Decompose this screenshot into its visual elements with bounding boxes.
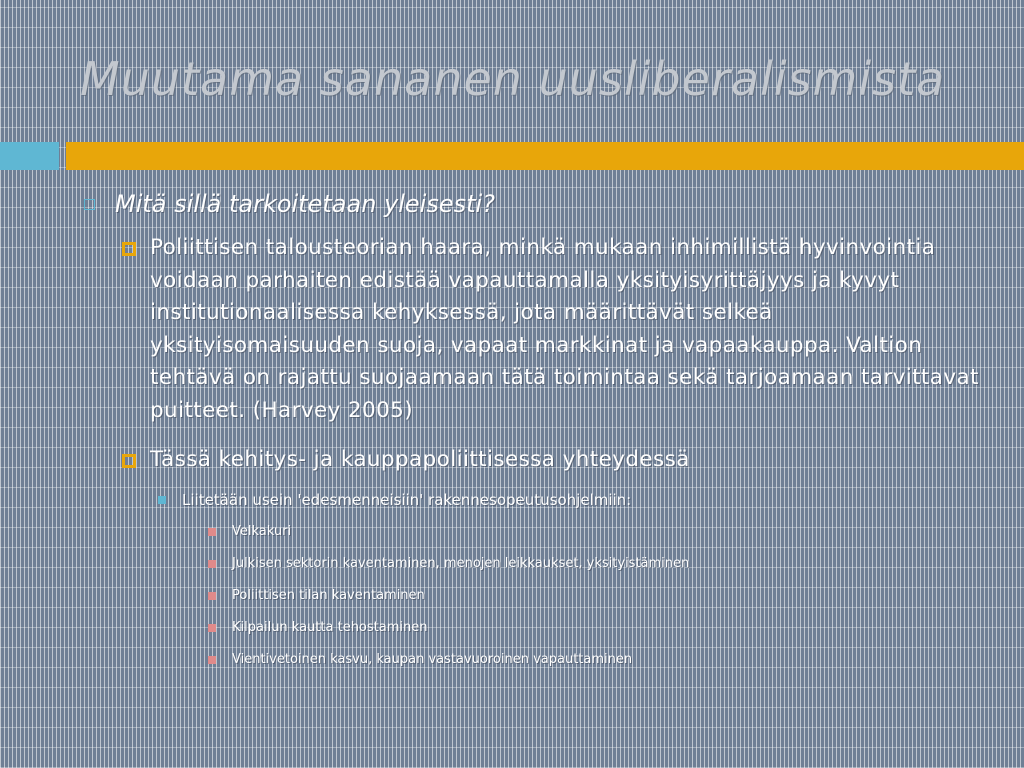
pink-square-bullet-icon bbox=[208, 592, 216, 600]
context-text: Tässä kehitys- ja kauppapoliittisessa yhteydessä bbox=[150, 447, 690, 472]
list-item-text: Vientivetoinen kasvu, kaupan vastavuoroinen vapauttaminen bbox=[232, 652, 633, 667]
bullet-level-1 bbox=[84, 186, 984, 222]
filled-square-bullet-icon bbox=[158, 496, 166, 504]
bullet-level-2-definition bbox=[122, 232, 982, 427]
pink-square-bullet-icon bbox=[208, 656, 216, 664]
list-item bbox=[208, 554, 968, 574]
list-item-text: Kilpailun kautta tehostaminen bbox=[232, 620, 428, 635]
list-item bbox=[208, 522, 968, 542]
definition-text: Poliittisen talousteorian haara, minkä mukaan inhimillistä hyvinvointia voidaan parhaiten edistää vapauttamalla yksityisyrittäjyys ja kyvyt institutionaalisessa kehyksessä, jota määrittävät selkeä yksityisomaisuuden suoja, vapaat markkinat ja vapaakauppa. Valtion tehtävä on rajattu suojaamaan tätä toimintaa sekä tarjoamaan tarvittavat puitteet. (Harvey 2005) bbox=[150, 235, 979, 423]
list-item bbox=[208, 618, 968, 638]
divider-orange-bar bbox=[66, 142, 1024, 170]
pink-square-bullet-icon bbox=[208, 624, 216, 632]
sub-point-text: Liitetään usein 'edesmenneisiin' rakennesopeutusohjelmiin: bbox=[182, 491, 632, 509]
list-item-text: Velkakuri bbox=[232, 524, 292, 539]
square-bullet-icon bbox=[122, 454, 136, 468]
divider-teal-bar bbox=[0, 142, 59, 170]
pink-square-bullet-icon bbox=[208, 528, 216, 536]
heading-text: Mitä sillä tarkoitetaan yleisesti? bbox=[115, 190, 495, 218]
square-outline-bullet-icon bbox=[84, 199, 95, 210]
pink-square-bullet-icon bbox=[208, 560, 216, 568]
list-item bbox=[208, 586, 968, 606]
bullet-level-2-context bbox=[122, 444, 982, 477]
square-bullet-icon bbox=[122, 242, 136, 256]
slide-content bbox=[0, 186, 1024, 686]
list-item-text: Julkisen sektorin kaventaminen, menojen leikkaukset, yksityistäminen bbox=[232, 556, 690, 571]
list-item-text: Poliittisen tilan kaventaminen bbox=[232, 588, 425, 603]
list-item bbox=[208, 650, 968, 670]
title-divider bbox=[0, 142, 1024, 170]
bullet-level-3 bbox=[158, 488, 958, 512]
slide-title: Muutama sananen uusliberalismista bbox=[80, 52, 946, 106]
